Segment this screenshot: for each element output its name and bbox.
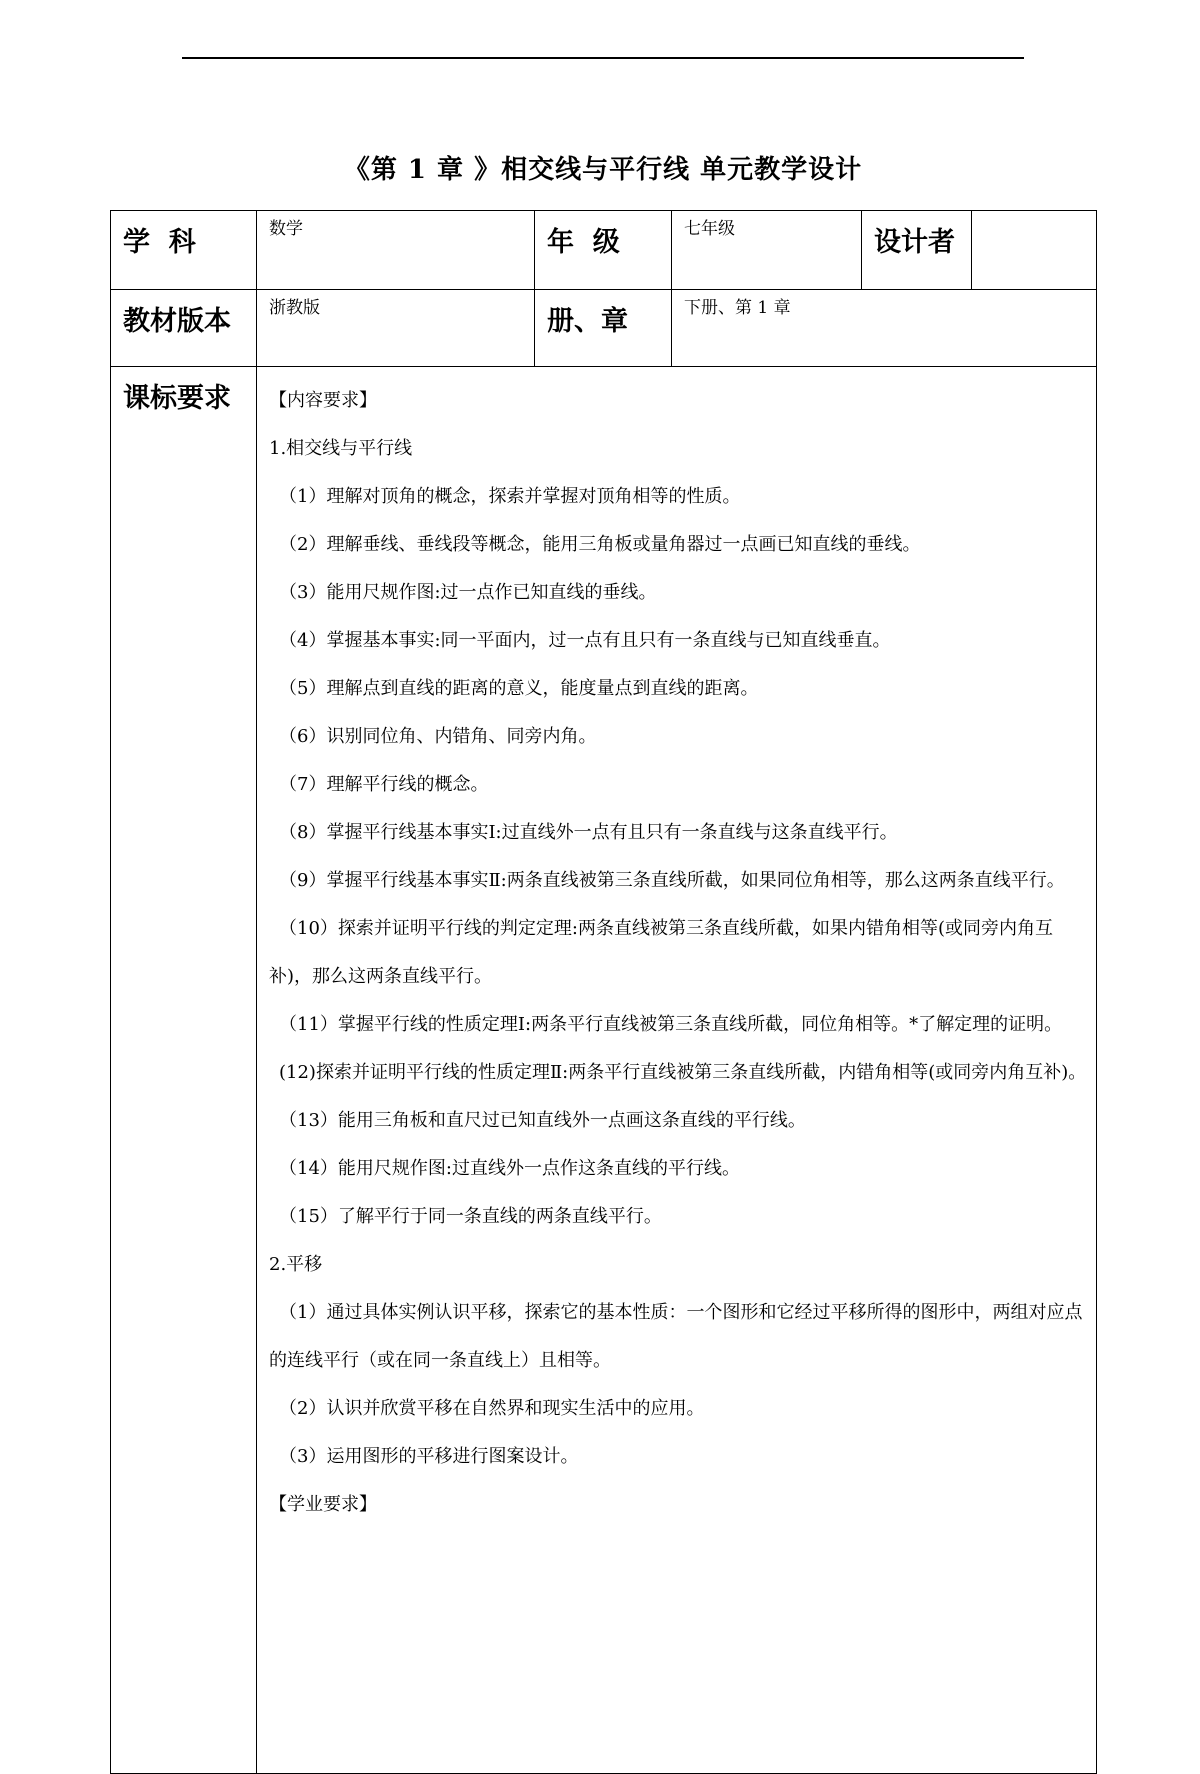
table-row — [111, 290, 1097, 367]
list-item: （8）掌握平行线基本事实Ⅰ:过直线外一点有且只有一条直线与这条直线平行。 — [279, 822, 898, 843]
list-item: （3）运用图形的平移进行图案设计。 — [279, 1446, 579, 1467]
list-item: (12)探索并证明平行线的性质定理Ⅱ:两条平行直线被第三条直线所截，内错角相等(或同旁内角互补)。 — [279, 1062, 1087, 1083]
list-item: （10）探索并证明平行线的判定定理:两条直线被第三条直线所截，如果内错角相等(或同旁内角互补)，那么这两条直线平行。 — [269, 918, 1053, 987]
list-item: （1）通过具体实例认识平移，探索它的基本性质：一个图形和它经过平移所得的图形中，两组对应点的连线平行（或在同一条直线上）且相等。 — [269, 1302, 1083, 1371]
subject-value: 数学 — [257, 211, 535, 290]
table-row — [111, 211, 1097, 290]
list-item: （13）能用三角板和直尺过已知直线外一点画这条直线的平行线。 — [279, 1110, 806, 1131]
standards-label: 课标要求 — [111, 367, 257, 1774]
list-item: （11）掌握平行线的性质定理Ⅰ:两条平行直线被第三条直线所截，同位角相等。*了解定理的证明。 — [279, 1014, 1063, 1035]
grade-label: 年 级 — [535, 211, 672, 290]
edition-value: 浙教版 — [257, 290, 535, 367]
edition-label: 教材版本 — [111, 290, 257, 367]
list-item: （3）能用尺规作图:过一点作已知直线的垂线。 — [279, 582, 657, 603]
grade-value: 七年级 — [672, 211, 862, 290]
list-item: （2）理解垂线、垂线段等概念，能用三角板或量角器过一点画已知直线的垂线。 — [279, 534, 921, 555]
header-rule — [182, 57, 1024, 59]
standards-content — [257, 367, 1097, 1774]
design-table — [110, 210, 1097, 1774]
list-item: （6）识别同位角、内错角、同旁内角。 — [279, 726, 597, 747]
list-item: （1）理解对顶角的概念，探索并掌握对顶角相等的性质。 — [279, 486, 741, 507]
list-item: （4）掌握基本事实:同一平面内，过一点有且只有一条直线与已知直线垂直。 — [279, 630, 891, 651]
designer-label: 设计者 — [862, 211, 972, 290]
list-item: （2）认识并欣赏平移在自然界和现实生活中的应用。 — [279, 1398, 705, 1419]
section-title: 1.相交线与平行线 — [269, 438, 413, 459]
section-title: 2.平移 — [269, 1254, 323, 1275]
designer-value — [972, 211, 1097, 290]
academic-requirements-heading: 【学业要求】 — [269, 1494, 377, 1515]
volume-label: 册、章 — [535, 290, 672, 367]
list-item: （15）了解平行于同一条直线的两条直线平行。 — [279, 1206, 662, 1227]
table-row — [111, 367, 1097, 1774]
list-item: （9）掌握平行线基本事实Ⅱ:两条直线被第三条直线所截，如果同位角相等，那么这两条直线平行。 — [279, 870, 1065, 891]
volume-value: 下册、第 1 章 — [672, 290, 1097, 367]
document-title: 《第 1 章 》相交线与平行线 单元教学设计 — [343, 155, 863, 185]
list-item: （5）理解点到直线的距离的意义，能度量点到直线的距离。 — [279, 678, 759, 699]
list-item: （14）能用尺规作图:过直线外一点作这条直线的平行线。 — [279, 1158, 740, 1179]
subject-label: 学 科 — [111, 211, 257, 290]
list-item: （7）理解平行线的概念。 — [279, 774, 489, 795]
content-requirements-heading: 【内容要求】 — [269, 390, 377, 411]
